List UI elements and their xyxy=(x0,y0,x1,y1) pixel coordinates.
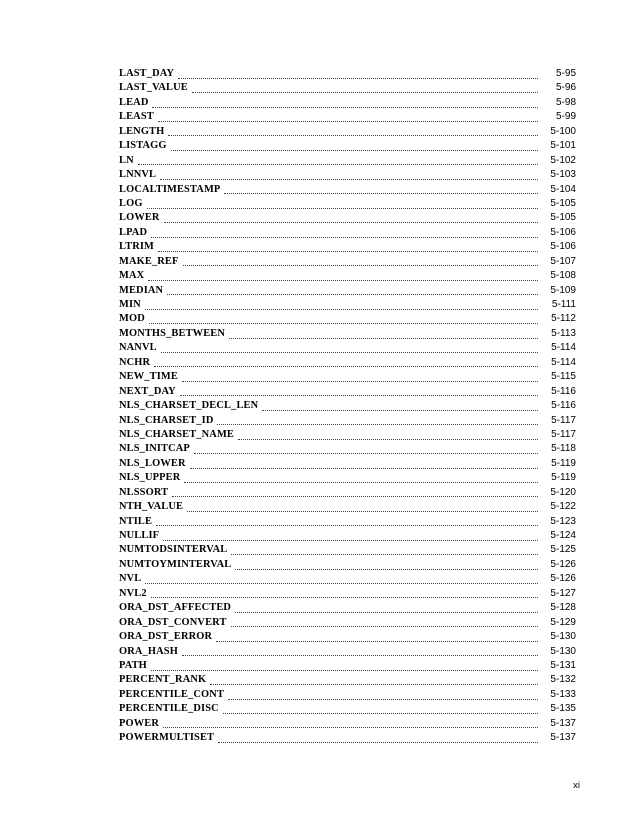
toc-entry[interactable] xyxy=(119,558,576,572)
dot-leader xyxy=(167,291,538,295)
toc-entry-page: 5-105 xyxy=(550,212,576,224)
dot-leader xyxy=(171,147,538,151)
toc-entry-title: MAKE_REF xyxy=(119,255,179,267)
toc-entry-page: 5-117 xyxy=(551,428,576,440)
toc-entry-title: NVL2 xyxy=(119,587,147,599)
toc-entry-title: LOWER xyxy=(119,212,160,224)
toc-entry[interactable] xyxy=(119,110,576,124)
toc-entry[interactable] xyxy=(119,341,576,355)
toc-entry-page: 5-124 xyxy=(550,530,576,541)
toc-entry-page: 5-101 xyxy=(550,140,576,152)
toc-entry[interactable] xyxy=(119,659,576,673)
toc-entry[interactable] xyxy=(119,717,576,731)
dot-leader xyxy=(182,652,538,656)
toc-entry-title: ORA_HASH xyxy=(119,645,178,657)
toc-entry-title: LOCALTIMESTAMP xyxy=(119,183,221,195)
toc-entry-page: 5-119 xyxy=(551,472,576,484)
toc-entry-page: 5-99 xyxy=(555,111,576,123)
toc-entry[interactable] xyxy=(119,269,576,283)
toc-entry-title: LNNVL xyxy=(119,169,157,181)
toc-entry-page: 5-108 xyxy=(550,270,576,282)
toc-entry[interactable] xyxy=(119,81,576,95)
dot-leader xyxy=(262,407,538,411)
toc-entry[interactable] xyxy=(119,312,576,326)
toc-entry-title: LENGTH xyxy=(119,125,165,137)
dot-leader xyxy=(163,724,538,728)
toc-entry[interactable] xyxy=(119,240,576,254)
toc-entry-title: NUMTODSINTERVAL xyxy=(119,544,228,556)
toc-entry[interactable] xyxy=(119,442,576,456)
dot-leader xyxy=(158,248,538,252)
toc-entry-title: NTILE xyxy=(119,515,153,527)
dot-leader xyxy=(231,551,538,555)
dot-leader xyxy=(180,392,538,396)
toc-entry-title: POWERMULTISET xyxy=(119,732,215,744)
toc-entry-page: 5-130 xyxy=(550,631,576,643)
toc-entry-title: PERCENT_RANK xyxy=(119,674,207,686)
toc-entry[interactable] xyxy=(119,154,576,168)
toc-entry[interactable] xyxy=(119,284,576,298)
toc-entry-title: LTRIM xyxy=(119,241,155,253)
toc-entry-title: NLS_UPPER xyxy=(119,472,181,484)
toc-entry[interactable] xyxy=(119,168,576,182)
dot-leader xyxy=(224,190,538,194)
toc-entry-title: ORA_DST_AFFECTED xyxy=(119,602,232,614)
dot-leader xyxy=(145,306,538,310)
toc-entry-title: POWER xyxy=(119,717,160,729)
toc-entry-title: NANVL xyxy=(119,342,157,354)
dot-leader xyxy=(145,580,538,584)
toc-entry-page: 5-107 xyxy=(550,255,576,267)
toc-entry[interactable] xyxy=(119,356,576,370)
toc-entry-title: NUMTOYMINTERVAL xyxy=(119,558,232,570)
table-of-contents xyxy=(119,67,576,746)
toc-entry-title: NEXT_DAY xyxy=(119,385,176,397)
toc-entry[interactable] xyxy=(119,255,576,269)
toc-entry-page: 5-127 xyxy=(550,587,576,599)
toc-entry-title: LPAD xyxy=(119,226,148,238)
dot-leader xyxy=(217,421,538,425)
toc-entry[interactable] xyxy=(119,587,576,601)
toc-entry-title: MOD xyxy=(119,313,145,325)
toc-entry-page: 5-109 xyxy=(550,284,576,296)
toc-entry[interactable] xyxy=(119,385,576,399)
toc-entry[interactable] xyxy=(119,125,576,139)
toc-entry-page: 5-115 xyxy=(551,371,576,383)
toc-entry-page: 5-133 xyxy=(550,688,576,700)
toc-entry-page: 5-98 xyxy=(555,96,576,108)
toc-entry-page: 5-103 xyxy=(550,169,576,181)
dot-leader xyxy=(138,161,538,165)
toc-entry-page: 5-106 xyxy=(550,241,576,253)
toc-entry-title: LEAD xyxy=(119,96,149,108)
toc-entry[interactable] xyxy=(119,414,576,428)
toc-entry-title: ORA_DST_ERROR xyxy=(119,631,213,643)
toc-entry-page: 5-105 xyxy=(550,197,576,209)
toc-entry[interactable] xyxy=(119,731,576,745)
toc-entry[interactable] xyxy=(119,139,576,153)
toc-entry-page: 5-118 xyxy=(551,443,576,455)
dot-leader xyxy=(210,681,538,685)
toc-entry-page: 5-120 xyxy=(550,486,576,498)
toc-entry-page: 5-128 xyxy=(550,602,576,614)
dot-leader xyxy=(163,537,538,541)
dot-leader xyxy=(231,623,538,627)
dot-leader xyxy=(216,638,538,642)
toc-entry-title: MEDIAN xyxy=(119,284,164,296)
toc-entry-page: 5-114 xyxy=(551,342,576,354)
dot-leader xyxy=(229,335,538,339)
dot-leader xyxy=(238,436,538,440)
toc-entry-title: MAX xyxy=(119,270,145,282)
toc-entry-page: 5-119 xyxy=(551,457,576,469)
toc-entry-page: 5-100 xyxy=(550,125,576,137)
toc-entry-page: 5-125 xyxy=(550,544,576,556)
dot-leader xyxy=(223,710,538,714)
toc-entry-title: LISTAGG xyxy=(119,140,167,152)
toc-entry-title: NLS_CHARSET_DECL_LEN xyxy=(119,400,259,412)
toc-entry-page: 5-117 xyxy=(551,414,576,426)
toc-entry[interactable] xyxy=(119,500,576,514)
toc-entry[interactable] xyxy=(119,616,576,630)
toc-entry-page: 5-132 xyxy=(550,674,576,686)
dot-leader xyxy=(151,594,538,598)
dot-leader xyxy=(160,176,538,180)
toc-entry-page: 5-113 xyxy=(551,327,576,339)
toc-entry-page: 5-112 xyxy=(551,313,576,325)
toc-entry-title: PERCENTILE_CONT xyxy=(119,688,225,700)
toc-entry-page: 5-137 xyxy=(550,717,576,729)
toc-entry[interactable] xyxy=(119,601,576,615)
toc-entry[interactable] xyxy=(119,688,576,702)
toc-entry-page: 5-102 xyxy=(550,154,576,166)
toc-entry-page: 5-104 xyxy=(550,183,576,195)
toc-entry-title: NTH_VALUE xyxy=(119,501,184,513)
toc-entry[interactable] xyxy=(119,96,576,110)
dot-leader xyxy=(156,522,538,526)
dot-leader xyxy=(172,493,538,497)
toc-entry-title: LEAST xyxy=(119,111,154,123)
dot-leader xyxy=(183,262,538,266)
toc-entry-title: LN xyxy=(119,154,134,166)
toc-entry-title: LAST_VALUE xyxy=(119,82,188,94)
toc-entry[interactable] xyxy=(119,428,576,442)
dot-leader xyxy=(154,363,538,367)
dot-leader xyxy=(194,450,538,454)
toc-entry-title: NLSSORT xyxy=(119,486,169,498)
toc-entry[interactable] xyxy=(119,298,576,312)
dot-leader xyxy=(182,378,538,382)
dot-leader xyxy=(149,320,538,324)
toc-entry-title: NLS_CHARSET_ID xyxy=(119,414,214,426)
toc-entry-page: 5-116 xyxy=(551,400,576,412)
toc-entry-title: NLS_INITCAP xyxy=(119,443,190,455)
toc-entry-title: MONTHS_BETWEEN xyxy=(119,327,226,339)
toc-entry-title: NLS_LOWER xyxy=(119,457,186,469)
toc-entry-title: MIN xyxy=(119,299,141,310)
toc-entry[interactable] xyxy=(119,471,576,485)
toc-entry[interactable] xyxy=(119,630,576,644)
dot-leader xyxy=(187,508,538,512)
toc-entry-page: 5-130 xyxy=(550,645,576,657)
dot-leader xyxy=(190,465,538,469)
toc-entry-title: NVL xyxy=(119,573,142,585)
toc-entry-title: PERCENTILE_DISC xyxy=(119,703,219,715)
toc-entry-page: 5-137 xyxy=(550,732,576,744)
toc-entry[interactable] xyxy=(119,529,576,543)
page-number: xi xyxy=(573,780,580,791)
toc-entry[interactable] xyxy=(119,645,576,659)
toc-entry[interactable] xyxy=(119,67,576,81)
toc-entry[interactable] xyxy=(119,197,576,211)
toc-entry[interactable] xyxy=(119,370,576,384)
toc-entry-title: ORA_DST_CONVERT xyxy=(119,616,227,628)
toc-entry-page: 5-126 xyxy=(550,573,576,585)
dot-leader xyxy=(158,118,538,122)
toc-entry[interactable] xyxy=(119,183,576,197)
toc-entry-title: LAST_DAY xyxy=(119,68,175,79)
toc-entry[interactable] xyxy=(119,211,576,225)
toc-entry-page: 5-135 xyxy=(550,703,576,715)
toc-entry-title: LOG xyxy=(119,197,143,209)
dot-leader xyxy=(148,277,538,281)
toc-entry[interactable] xyxy=(119,457,576,471)
dot-leader xyxy=(151,667,538,671)
toc-entry-page: 5-123 xyxy=(550,515,576,527)
toc-entry-title: NEW_TIME xyxy=(119,371,178,383)
toc-entry[interactable] xyxy=(119,486,576,500)
dot-leader xyxy=(228,696,538,700)
toc-entry[interactable] xyxy=(119,327,576,341)
toc-entry-title: NULLIF xyxy=(119,530,160,541)
toc-entry[interactable] xyxy=(119,702,576,716)
toc-entry-page: 5-131 xyxy=(550,659,576,671)
dot-leader xyxy=(192,89,538,93)
toc-entry-page: 5-106 xyxy=(550,226,576,238)
dot-leader xyxy=(178,75,538,79)
toc-entry-page: 5-95 xyxy=(555,68,576,79)
toc-entry-title: PATH xyxy=(119,659,147,671)
dot-leader xyxy=(184,479,538,483)
dot-leader xyxy=(147,205,538,209)
toc-entry-page: 5-96 xyxy=(555,82,576,94)
dot-leader xyxy=(152,104,538,108)
toc-entry-page: 5-129 xyxy=(550,616,576,628)
toc-entry-page: 5-122 xyxy=(550,501,576,513)
toc-entry-title: NCHR xyxy=(119,356,151,368)
toc-entry[interactable] xyxy=(119,399,576,413)
toc-entry[interactable] xyxy=(119,226,576,240)
dot-leader xyxy=(168,132,538,136)
dot-leader xyxy=(235,609,538,613)
toc-entry-page: 5-114 xyxy=(551,356,576,368)
dot-leader xyxy=(218,739,538,743)
toc-entry[interactable] xyxy=(119,673,576,687)
toc-entry[interactable] xyxy=(119,572,576,586)
toc-entry[interactable] xyxy=(119,515,576,529)
toc-entry-page: 5-126 xyxy=(550,558,576,570)
dot-leader xyxy=(164,219,538,223)
dot-leader xyxy=(161,349,538,353)
dot-leader xyxy=(151,234,538,238)
toc-entry-page: 5-111 xyxy=(551,299,576,310)
toc-entry-title: NLS_CHARSET_NAME xyxy=(119,428,234,440)
toc-entry-page: 5-116 xyxy=(551,385,576,397)
toc-entry[interactable] xyxy=(119,543,576,557)
dot-leader xyxy=(235,566,538,570)
